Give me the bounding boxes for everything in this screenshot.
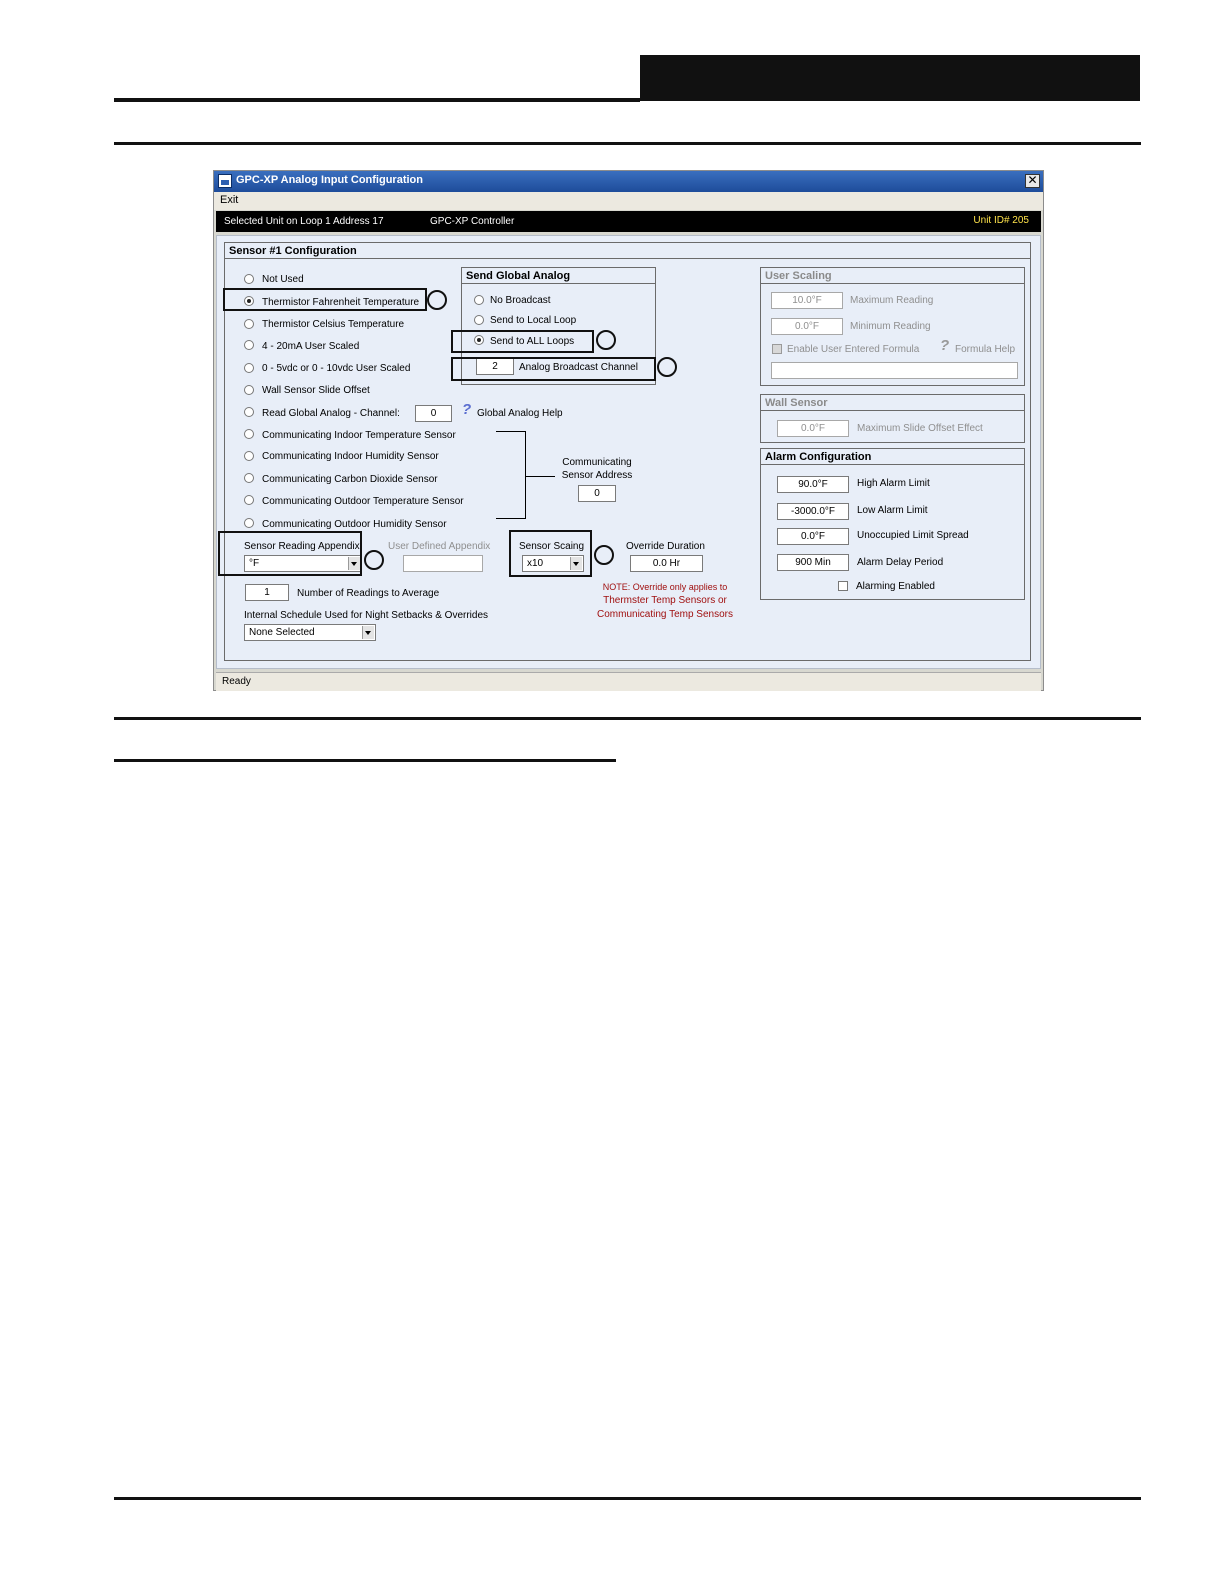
max-reading-input[interactable]: 10.0°F xyxy=(771,292,843,309)
status-bar xyxy=(216,672,1041,691)
header-rule xyxy=(114,98,640,102)
label-comm-co2: Communicating Carbon Dioxide Sensor xyxy=(262,474,438,485)
slide-offset-input[interactable]: 0.0°F xyxy=(777,420,849,437)
global-channel-input[interactable]: 0 xyxy=(415,405,452,422)
global-analog-help-link[interactable]: Global Analog Help xyxy=(477,408,563,419)
override-duration-label: Override Duration xyxy=(626,541,705,552)
label-thermistor-f: Thermistor Fahrenheit Temperature xyxy=(262,297,420,308)
radio-wall-sensor[interactable] xyxy=(244,385,254,395)
title-bar xyxy=(214,171,1043,192)
sensor-config-title: Sensor #1 Configuration xyxy=(225,243,1030,259)
override-note-line3: Communicating Temp Sensors xyxy=(597,609,733,620)
min-reading-label: Minimum Reading xyxy=(850,321,931,332)
readings-average-input[interactable]: 1 xyxy=(245,584,289,601)
controller-text: GPC-XP Controller xyxy=(430,216,515,227)
radio-read-global[interactable] xyxy=(244,407,254,417)
window-title: GPC-XP Analog Input Configuration xyxy=(236,174,423,186)
radio-comm-outdoor-humidity[interactable] xyxy=(244,518,254,528)
formula-input[interactable] xyxy=(771,362,1018,379)
selected-unit-text: Selected Unit on Loop 1 Address 17 xyxy=(224,216,384,227)
high-alarm-input[interactable]: 90.0°F xyxy=(777,476,849,493)
radio-comm-outdoor-temp[interactable] xyxy=(244,495,254,505)
override-duration-input[interactable]: 0.0 Hr xyxy=(630,555,703,572)
highlight-send-all-loops xyxy=(451,330,594,353)
label-comm-outdoor-temp: Communicating Outdoor Temperature Sensor xyxy=(262,496,464,507)
label-not-used: Not Used xyxy=(262,274,304,285)
limit-spread-input[interactable]: 0.0°F xyxy=(777,528,849,545)
send-global-title: Send Global Analog xyxy=(462,268,655,284)
bracket-vertical xyxy=(525,431,526,519)
label-0-10vdc: 0 - 5vdc or 0 - 10vdc User Scaled xyxy=(262,363,411,374)
menu-exit[interactable]: Exit xyxy=(220,194,239,206)
callout-circle-3 xyxy=(657,357,677,377)
comm-sensor-address-input[interactable]: 0 xyxy=(578,485,616,502)
footer-rule xyxy=(114,1497,1141,1500)
label-no-broadcast: No Broadcast xyxy=(490,295,551,306)
header-block xyxy=(640,55,1140,101)
radio-comm-indoor-temp[interactable] xyxy=(244,429,254,439)
highlight-sensor-scaling xyxy=(509,530,592,577)
low-alarm-label: Low Alarm Limit xyxy=(857,505,928,516)
radio-0-10vdc[interactable] xyxy=(244,363,254,373)
section-rule-top xyxy=(114,142,1141,145)
chevron-down-icon[interactable] xyxy=(362,626,374,639)
schedule-select[interactable] xyxy=(244,624,376,641)
radio-local-loop[interactable] xyxy=(474,315,484,325)
app-icon xyxy=(218,174,232,188)
user-appendix-label: User Defined Appendix xyxy=(388,541,491,552)
min-reading-input[interactable]: 0.0°F xyxy=(771,318,843,335)
radio-not-used[interactable] xyxy=(244,274,254,284)
unit-id-text: Unit ID# 205 xyxy=(973,215,1029,226)
analog-input-config-window xyxy=(213,170,1044,691)
user-appendix-input[interactable] xyxy=(403,555,483,572)
max-reading-label: Maximum Reading xyxy=(850,295,934,306)
override-note-line2: Thermster Temp Sensors or xyxy=(603,595,727,606)
schedule-label: Internal Schedule Used for Night Setbacks & Overrides xyxy=(244,610,489,621)
broadcast-channel-input[interactable]: 2 xyxy=(476,358,514,375)
label-comm-indoor-humidity: Communicating Indoor Humidity Sensor xyxy=(262,451,439,462)
label-all-loops: Send to ALL Loops xyxy=(490,336,575,347)
reading-appendix-value: °F xyxy=(249,558,260,569)
label-comm-outdoor-humidity: Communicating Outdoor Humidity Sensor xyxy=(262,519,447,530)
broadcast-channel-label: Analog Broadcast Channel xyxy=(519,362,638,373)
highlight-broadcast-channel xyxy=(451,357,656,381)
menu-bar xyxy=(214,192,1043,210)
global-analog-help-icon[interactable]: ? xyxy=(462,401,472,418)
alarm-delay-input[interactable]: 900 Min xyxy=(777,554,849,571)
sensor-scaling-value: x10 xyxy=(527,558,544,569)
section-rule-bottom xyxy=(114,717,1141,720)
label-comm-indoor-temp: Communicating Indoor Temperature Sensor xyxy=(262,430,456,441)
alarm-config-group xyxy=(760,448,1025,600)
label-wall-sensor: Wall Sensor Slide Offset xyxy=(262,385,370,396)
slide-offset-label: Maximum Slide Offset Effect xyxy=(857,423,983,434)
callout-circle-2 xyxy=(596,330,616,350)
close-button[interactable]: ✕ xyxy=(1025,174,1040,188)
callout-circle-1 xyxy=(427,290,447,310)
alarming-enabled-checkbox[interactable] xyxy=(838,581,848,591)
formula-checkbox[interactable] xyxy=(772,344,782,354)
user-scaling-title: User Scaling xyxy=(761,268,1024,284)
low-alarm-input[interactable]: -3000.0°F xyxy=(777,503,849,520)
alarming-enabled-label: Alarming Enabled xyxy=(856,581,935,592)
formula-help-icon[interactable]: ? xyxy=(940,337,950,354)
highlight-thermistor-f xyxy=(223,288,427,311)
highlight-reading-appendix xyxy=(218,531,362,576)
radio-comm-co2[interactable] xyxy=(244,473,254,483)
callout-circle-4 xyxy=(364,550,384,570)
radio-4-20ma[interactable] xyxy=(244,340,254,350)
alarm-config-title: Alarm Configuration xyxy=(761,449,1024,465)
radio-thermistor-c[interactable] xyxy=(244,319,254,329)
radio-no-broadcast[interactable] xyxy=(474,295,484,305)
user-scaling-group xyxy=(760,267,1025,386)
bracket-connector xyxy=(525,476,555,477)
limit-spread-label: Unoccupied Limit Spread xyxy=(857,530,969,541)
formula-help-link[interactable]: Formula Help xyxy=(955,344,1016,355)
override-note-line1: NOTE: Override only applies to xyxy=(602,582,728,592)
subsection-rule xyxy=(114,759,616,762)
high-alarm-label: High Alarm Limit xyxy=(857,478,930,489)
label-local-loop: Send to Local Loop xyxy=(490,315,577,326)
bracket-bottom xyxy=(496,518,526,519)
label-thermistor-c: Thermistor Celsius Temperature xyxy=(262,319,405,330)
readings-average-label: Number of Readings to Average xyxy=(297,588,440,599)
alarm-delay-label: Alarm Delay Period xyxy=(857,557,944,568)
reading-appendix-label: Sensor Reading Appendix xyxy=(244,541,360,552)
bracket-top xyxy=(496,431,526,432)
comm-sensor-label-line2: Sensor Address xyxy=(561,470,633,481)
unit-info-bar xyxy=(216,211,1041,232)
label-read-global: Read Global Analog - Channel: xyxy=(262,408,400,419)
formula-label: Enable User Entered Formula xyxy=(787,344,920,355)
wall-sensor-title: Wall Sensor xyxy=(761,395,1024,411)
schedule-value: None Selected xyxy=(249,627,315,638)
sensor-scaling-label: Sensor Scaing xyxy=(519,541,585,552)
callout-circle-5 xyxy=(594,545,614,565)
comm-sensor-label-line1: Communicating xyxy=(562,457,632,468)
radio-comm-indoor-humidity[interactable] xyxy=(244,451,254,461)
label-4-20ma: 4 - 20mA User Scaled xyxy=(262,341,360,352)
wall-sensor-group xyxy=(760,394,1025,443)
status-text: Ready xyxy=(222,676,251,687)
